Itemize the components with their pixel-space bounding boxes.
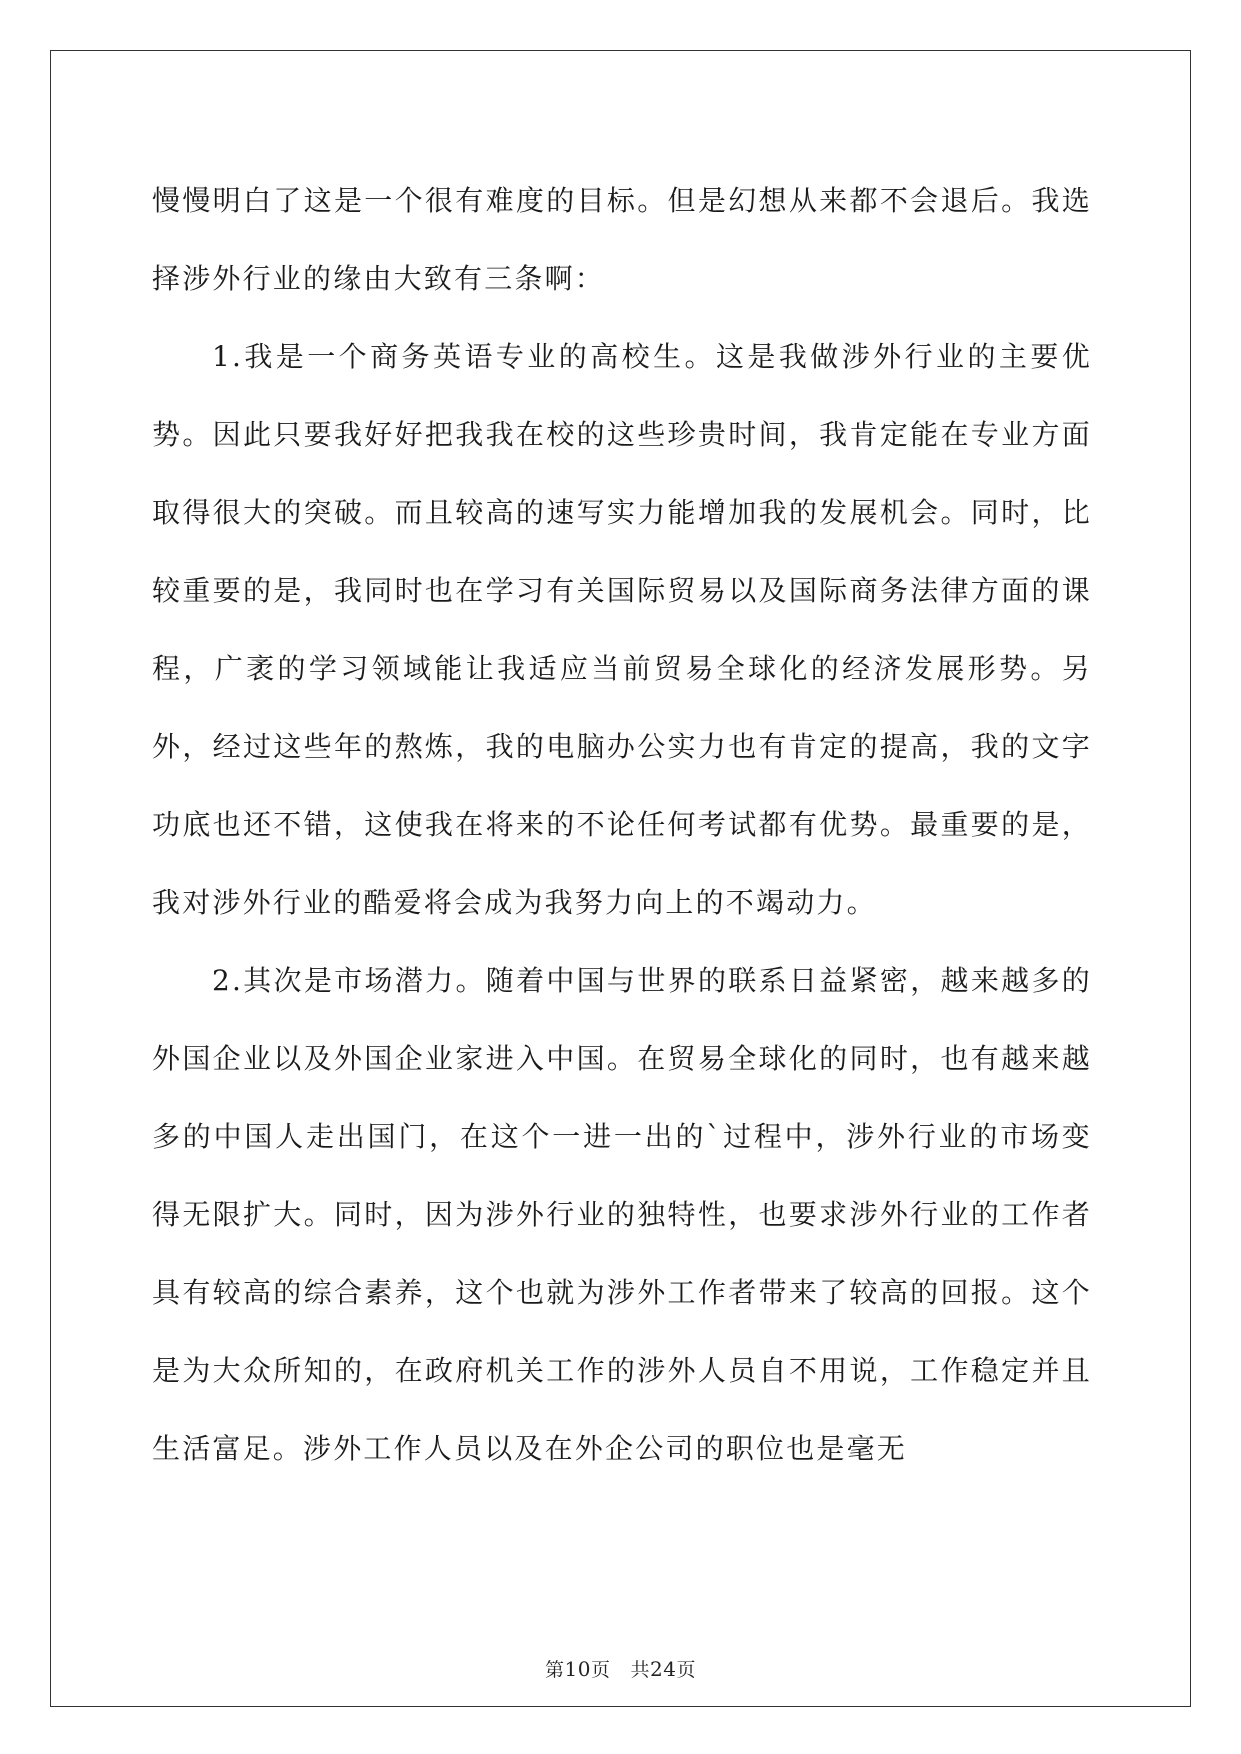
paragraph-point-2: 2.其次是市场潜力。随着中国与世界的联系日益紧密，越来越多的外国企业以及外国企业家进入中国。在贸易全球化的同时，也有越来越多的中国人走出国门，在这个一进一出的`过程中，涉外行业的市场变得无限扩大。同时，因为涉外行业的独特性，也要求涉外行业的工作者具有较高的综合素养，这个也就为涉外工作者带来了较高的回报。这个是为大众所知的，在政府机关工作的涉外人员自不用说，工作稳定并且生活富足。涉外工作人员以及在外企公司的职位也是毫无 [152,964,1092,1465]
document-body [152,162,1092,1488]
page-suffix: 页 [590,1659,611,1681]
paragraph-point-1: 1.我是一个商务英语专业的高校生。这是我做涉外行业的主要优势。因此只要我好好把我我在校的这些珍贵时间，我肯定能在专业方面取得很大的突破。而且较高的速写实力能增加我的发展机会。同时，比较重要的是，我同时也在学习有关国际贸易以及国际商务法律方面的课程，广袤的学习领域能让我适应当前贸易全球化的经济发展形势。另外，经过这些年的熬炼，我的电脑办公实力也有肯定的提高，我的文字功底也还不错，这使我在将来的不论任何考试都有优势。最重要的是，我对涉外行业的酷爱将会成为我努力向上的不竭动力。 [152,340,1092,919]
total-prefix: 共 [630,1659,651,1681]
page-number: 10 [564,1657,591,1681]
page-prefix: 第 [545,1659,565,1681]
page-footer [0,1655,1241,1682]
total-suffix: 页 [676,1659,696,1681]
total-pages: 24 [650,1657,677,1681]
paragraph-continuation: 慢慢明白了这是一个很有难度的目标。但是幻想从来都不会退后。我选择涉外行业的缘由大致有三条啊： [152,184,1092,295]
